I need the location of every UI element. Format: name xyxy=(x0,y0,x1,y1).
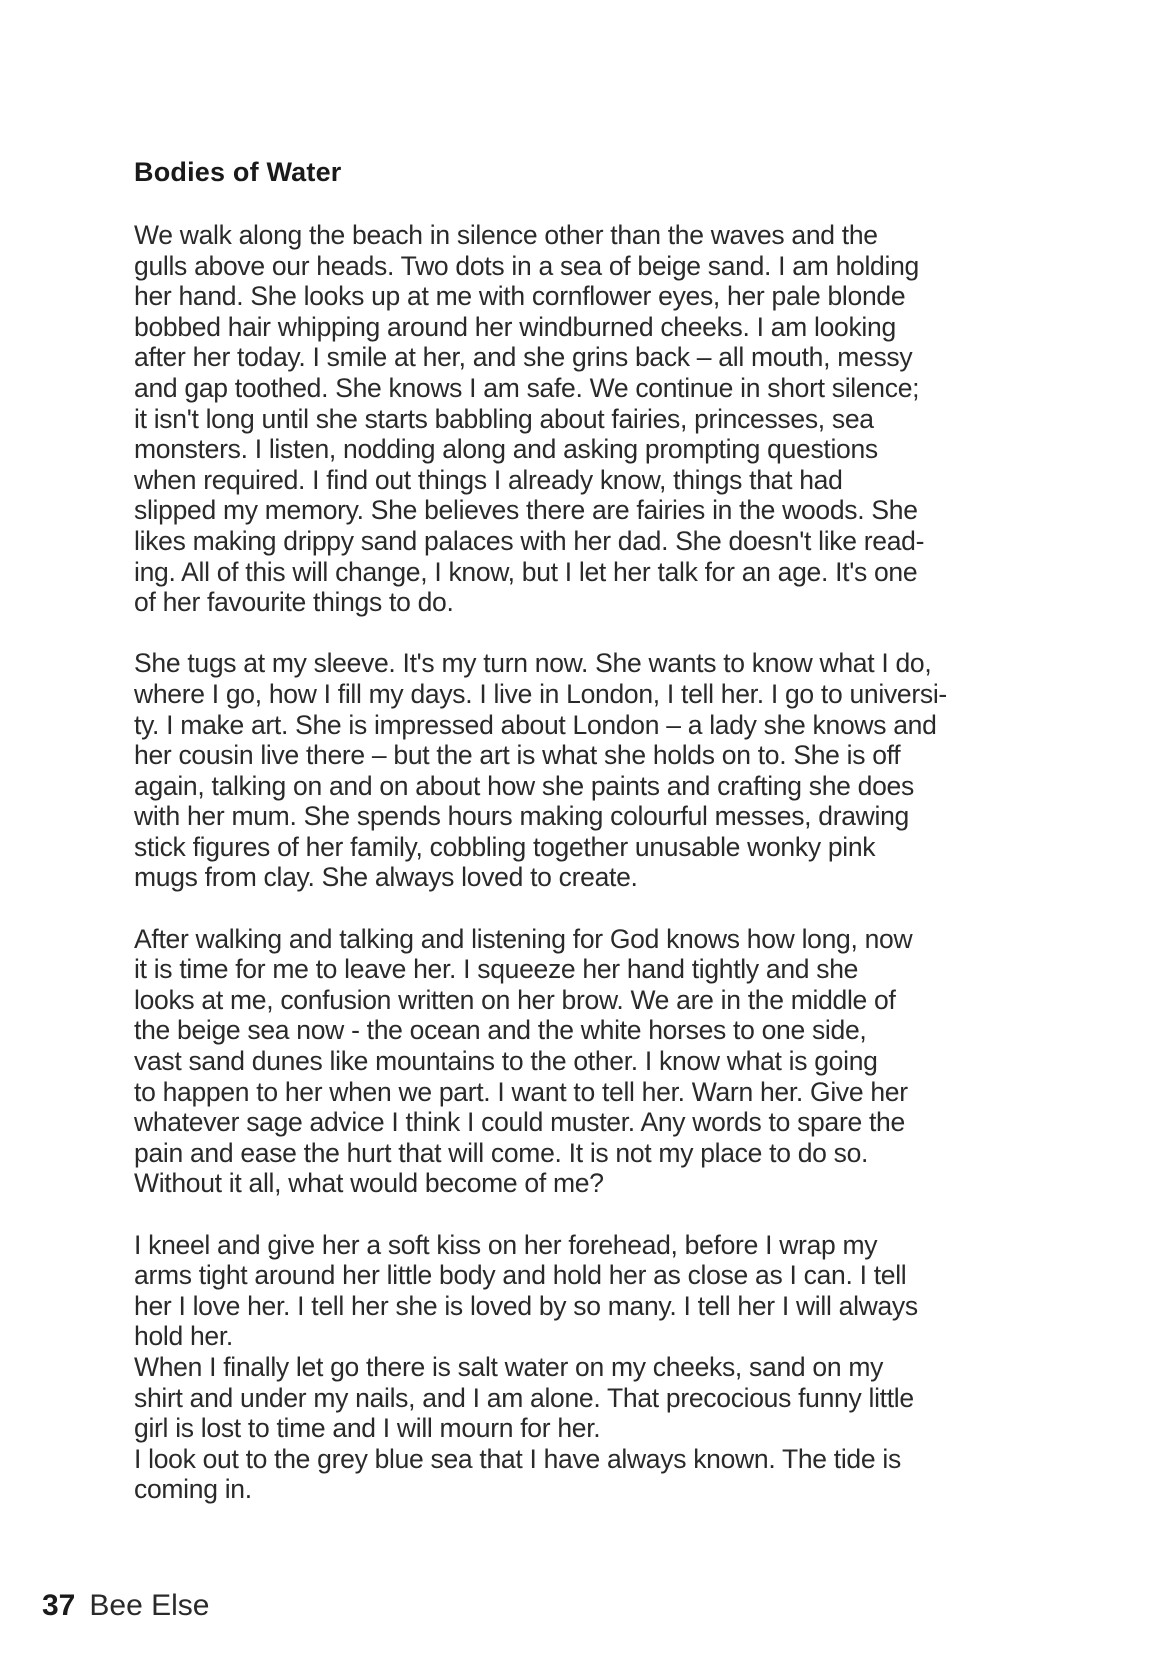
text-line: slipped my memory. She believes there are fairies in the woods. She xyxy=(134,495,918,526)
text-line: ing. All of this will change, I know, but I let her talk for an age. It's one xyxy=(134,556,918,587)
text-line: to happen to her when we part. I want to tell her. Warn her. Give her xyxy=(134,1076,908,1107)
text-line: stick figures of her family, cobbling together unusable wonky pink xyxy=(134,831,876,862)
paragraph-gap xyxy=(134,618,1054,649)
text-line: bobbed hair whipping around her windburned cheeks. I am looking xyxy=(134,311,896,342)
text-line: coming in. xyxy=(134,1474,252,1505)
text-line: vast sand dunes like mountains to the other. I know what is going xyxy=(134,1046,878,1077)
paragraph-1 xyxy=(134,220,1054,618)
paragraph-3 xyxy=(134,924,1054,1199)
paragraph-2 xyxy=(134,648,1054,893)
page-footer xyxy=(42,1588,209,1624)
text-line: where I go, how I fill my days. I live in London, I tell her. I go to universi- xyxy=(134,678,947,709)
text-line: Without it all, what would become of me? xyxy=(134,1168,604,1199)
page-number: 37 xyxy=(42,1589,76,1622)
text-line: of her favourite things to do. xyxy=(134,587,454,618)
text-line: mugs from clay. She always loved to create. xyxy=(134,862,638,893)
text-line: it isn't long until she starts babbling about fairies, princesses, sea xyxy=(134,403,874,434)
text-line: her I love her. I tell her she is loved by so many. I tell her I will always xyxy=(134,1290,918,1321)
text-line: with her mum. She spends hours making colourful messes, drawing xyxy=(134,801,909,832)
text-line: I look out to the grey blue sea that I have always known. The tide is xyxy=(134,1443,901,1474)
page-title: Bodies of Water xyxy=(134,157,342,187)
text-line: ty. I make art. She is impressed about London – a lady she knows and xyxy=(134,709,937,740)
text-line: monsters. I listen, nodding along and asking prompting questions xyxy=(134,434,878,465)
body-text xyxy=(134,220,1054,1505)
text-line: her hand. She looks up at me with cornflower eyes, her pale blonde xyxy=(134,281,906,312)
text-line: when required. I find out things I already know, things that had xyxy=(134,464,843,495)
text-line: again, talking on and on about how she paints and crafting she does xyxy=(134,770,914,801)
text-line: likes making drippy sand palaces with her dad. She doesn't like read- xyxy=(134,525,925,556)
text-line: She tugs at my sleeve. It's my turn now. She wants to know what I do, xyxy=(134,648,932,679)
text-line: arms tight around her little body and hold her as close as I can. I tell xyxy=(134,1260,907,1291)
text-line: I kneel and give her a soft kiss on her forehead, before I wrap my xyxy=(134,1229,878,1260)
text-line: girl is lost to time and I will mourn for her. xyxy=(134,1413,601,1444)
text-line: whatever sage advice I think I could muster. Any words to spare the xyxy=(134,1107,905,1138)
text-line: We walk along the beach in silence other than the waves and the xyxy=(134,220,878,250)
text-line: looks at me, confusion written on her brow. We are in the middle of xyxy=(134,984,896,1015)
text-line: shirt and under my nails, and I am alone. That precocious funny little xyxy=(134,1382,914,1413)
text-line: hold her. xyxy=(134,1321,233,1352)
text-line: after her today. I smile at her, and she grins back – all mouth, messy xyxy=(134,342,913,373)
paragraph-gap xyxy=(134,893,1054,924)
text-line: pain and ease the hurt that will come. It is not my place to do so. xyxy=(134,1137,869,1168)
paragraph-4 xyxy=(134,1230,1054,1505)
author-name: Bee Else xyxy=(89,1589,210,1622)
text-line: gulls above our heads. Two dots in a sea of beige sand. I am holding xyxy=(134,250,919,281)
text-line: it is time for me to leave her. I squeeze her hand tightly and she xyxy=(134,954,859,985)
text-line: When I finally let go there is salt water on my cheeks, sand on my xyxy=(134,1351,884,1382)
text-line: the beige sea now - the ocean and the white horses to one side, xyxy=(134,1015,867,1046)
paragraph-gap xyxy=(134,1199,1054,1230)
text-line: After walking and talking and listening for God knows how long, now xyxy=(134,923,913,954)
text-line: and gap toothed. She knows I am safe. We continue in short silence; xyxy=(134,372,920,403)
text-line: her cousin live there – but the art is what she holds on to. She is off xyxy=(134,740,901,771)
